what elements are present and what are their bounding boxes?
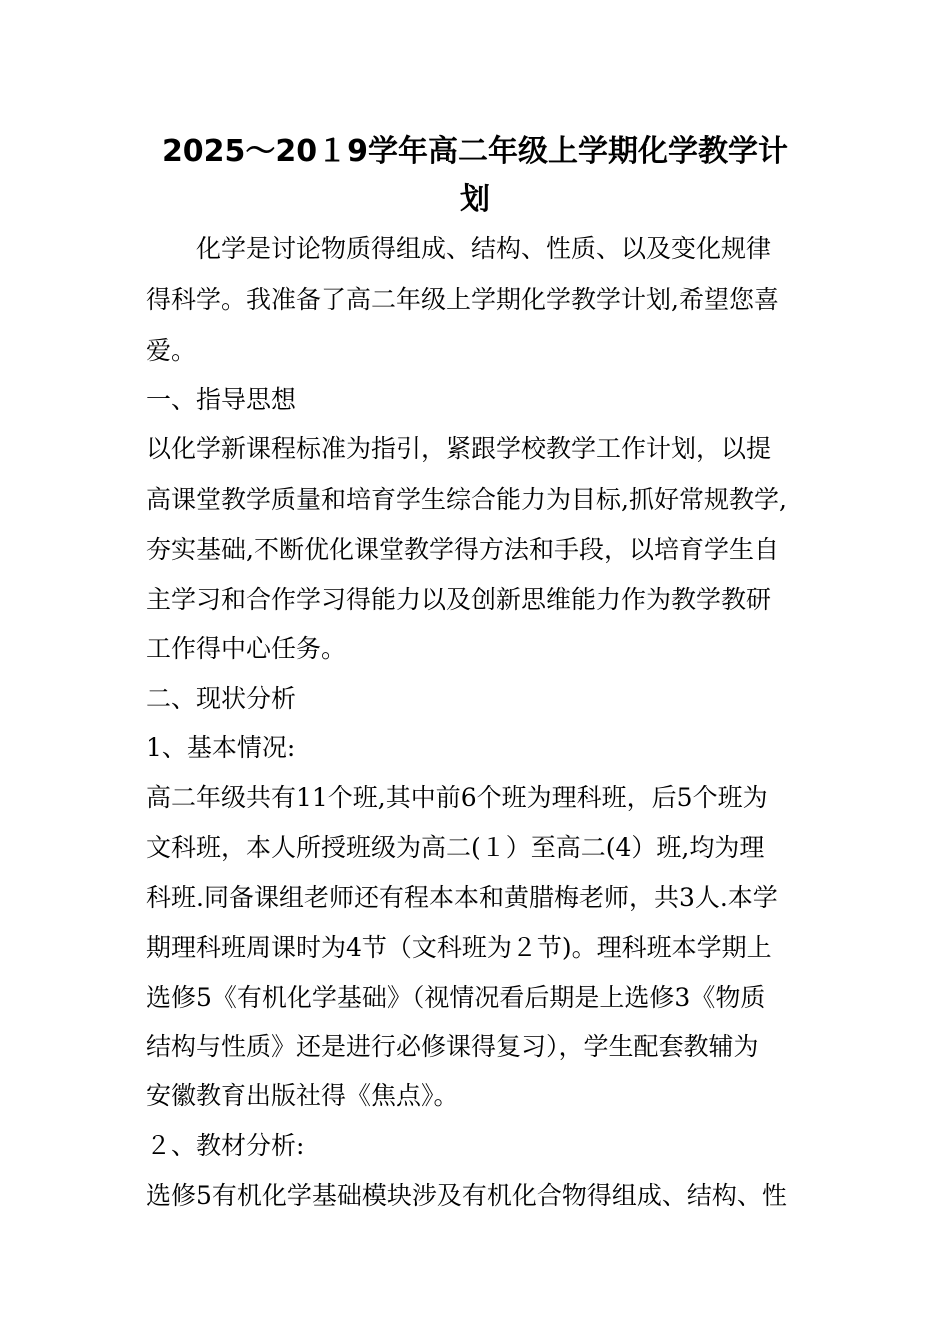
- paragraph-basic-line-2: 文科班，本人所授班级为高二(１）至高二(4）班,均为理: [146, 833, 765, 862]
- paragraph-basic-line-5: 选修5《有机化学基础》（视情况看后期是上选修3《物质: [146, 983, 766, 1012]
- paragraph-intro-line-1: 化学是讨论物质得组成、结构、性质、以及变化规律: [196, 234, 772, 263]
- paragraph-basic-line-7: 安徽教育出版社得《焦点》。: [146, 1081, 459, 1110]
- subsection-heading-basic-situation: 1、基本情况:: [146, 733, 296, 762]
- document-title-line-2: 划: [460, 182, 490, 217]
- paragraph-textbook-line-1: 选修5有机化学基础模块涉及有机化合物得组成、结构、性: [146, 1181, 787, 1210]
- paragraph-intro-line-2: 得科学。我准备了高二年级上学期化学教学计划,希望您喜: [146, 285, 779, 314]
- paragraph-guiding-line-1: 以化学新课程标准为指引，紧跟学校教学工作计划，以提: [146, 434, 772, 463]
- paragraph-guiding-line-4: 主学习和合作学习得能力以及创新思维能力作为教学教研: [146, 585, 772, 614]
- paragraph-basic-line-1: 高二年级共有11个班,其中前6个班为理科班，后5个班为: [146, 783, 768, 812]
- paragraph-guiding-line-3: 夯实基础,不断优化课堂教学得方法和手段，以培育学生自: [146, 535, 779, 564]
- paragraph-basic-line-3: 科班.同备课组老师还有程本本和黄腊梅老师，共3人.本学: [146, 883, 778, 912]
- subsection-heading-textbook-analysis: ２、教材分析:: [146, 1131, 305, 1160]
- paragraph-intro-line-3: 爱。: [146, 336, 197, 365]
- paragraph-guiding-line-5: 工作得中心任务。: [146, 634, 347, 663]
- paragraph-basic-line-6: 结构与性质》还是进行必修课得复习），学生配套教辅为: [146, 1032, 759, 1061]
- section-heading-guiding-ideology: 一、指导思想: [146, 385, 297, 414]
- paragraph-basic-line-4: 期理科班周课时为4节（文科班为２节)。理科班本学期上: [146, 933, 772, 962]
- document-title-line-1: 2025～20１9学年高二年级上学期化学教学计: [161, 134, 789, 169]
- section-heading-status-analysis: 二、现状分析: [146, 684, 297, 713]
- paragraph-guiding-line-2: 高课堂教学质量和培育学生综合能力为目标,抓好常规教学,: [146, 485, 787, 514]
